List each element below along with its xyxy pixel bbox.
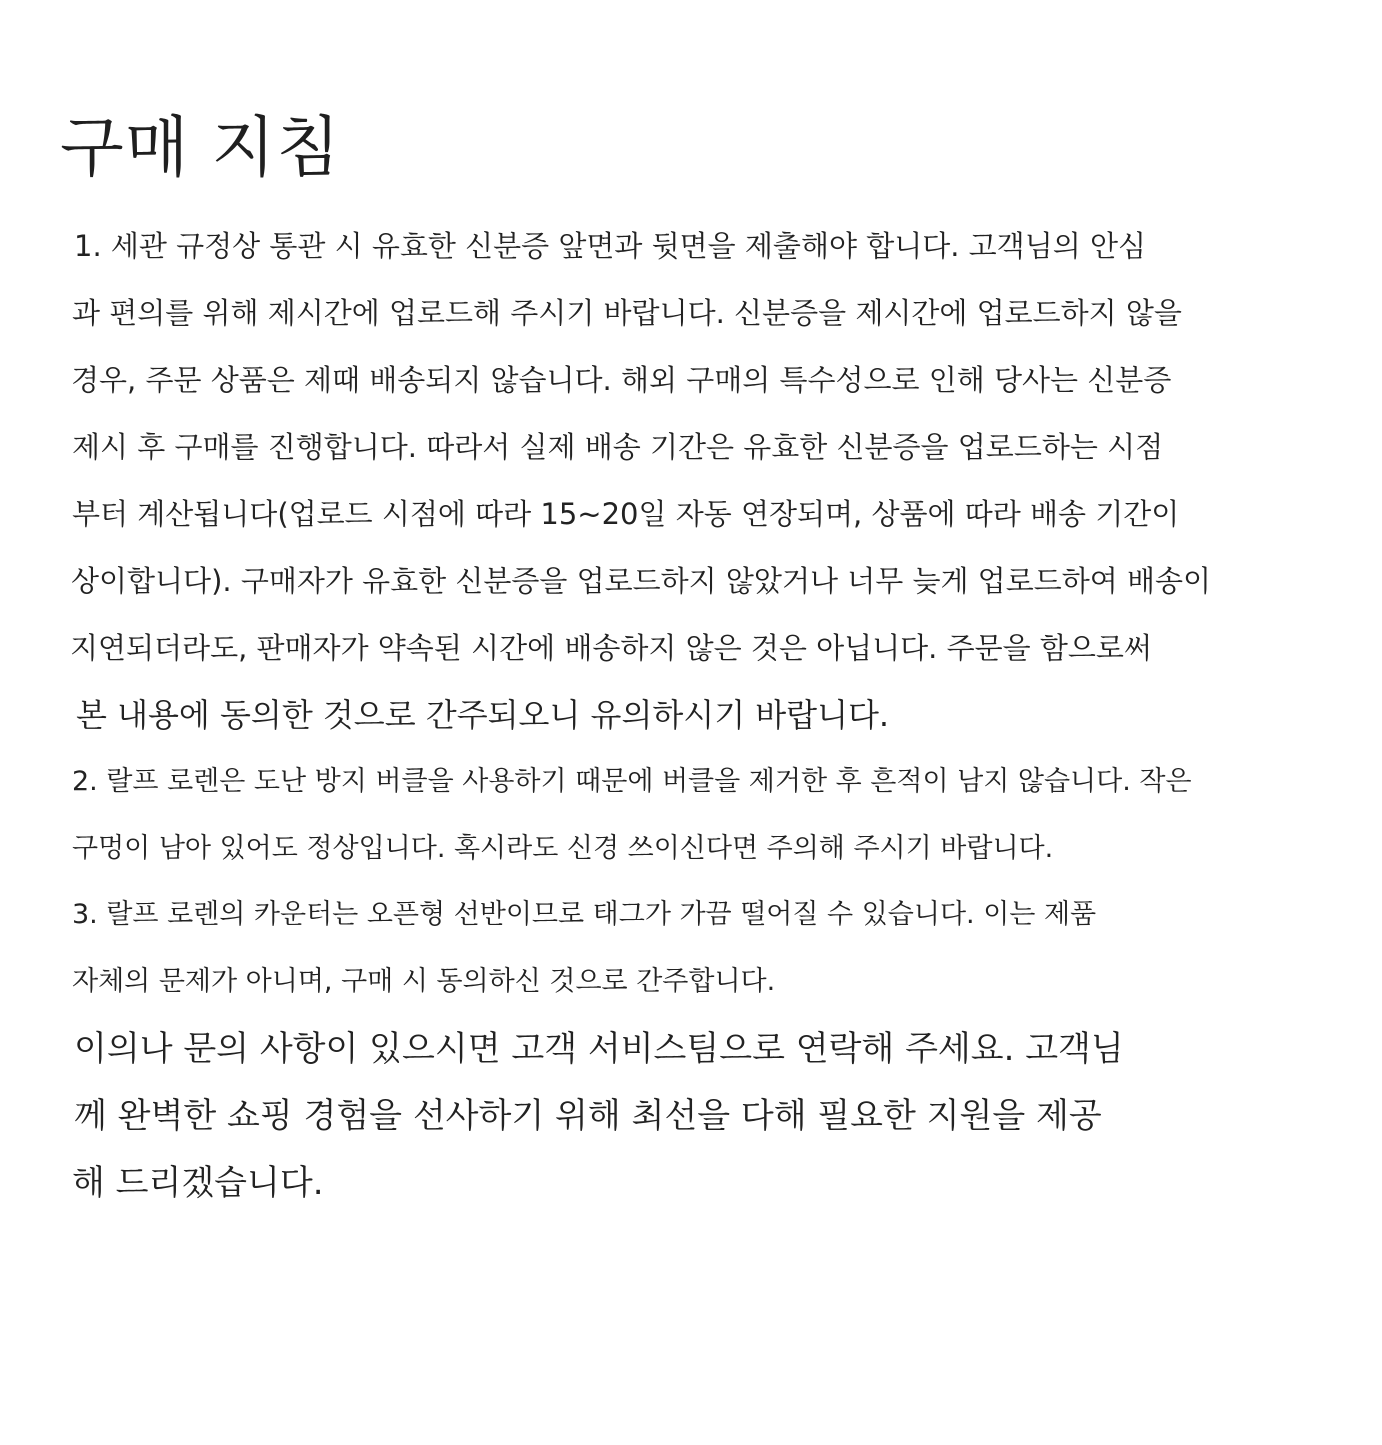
guideline-1-line-1: 1. 세관 규정상 통관 시 유효한 신분증 앞면과 뒷면을 제출해야 합니다. 고객님의 안심 bbox=[74, 229, 1146, 263]
closing-line-2: 께 완벽한 쇼핑 경험을 선사하기 위해 최선을 다해 필요한 지원을 제공 bbox=[74, 1096, 1102, 1136]
guideline-1-line-6: 상이합니다). 구매자가 유효한 신분증을 업로드하지 않았거나 너무 늦게 업로드하여 배송이 bbox=[71, 564, 1212, 598]
page-title: 구매 지침 bbox=[60, 109, 342, 186]
guideline-3-line-1: 3. 랄프 로렌의 카운터는 오픈형 선반이므로 태그가 가끔 떨어질 수 있습니다. 이는 제품 bbox=[72, 899, 1097, 930]
guideline-1-line-5: 부터 계산됩니다(업로드 시점에 따라 15~20일 자동 연장되며, 상품에 따라 배송 기간이 bbox=[72, 497, 1180, 531]
guideline-1-line-2: 과 편의를 위해 제시간에 업로드해 주시기 바랍니다. 신분증을 제시간에 업로드하지 않을 bbox=[72, 296, 1182, 330]
closing-line-3: 해 드리겠습니다. bbox=[72, 1163, 324, 1203]
guideline-1-line-8: 본 내용에 동의한 것으로 간주되오니 유의하시기 바랍니다. bbox=[76, 696, 890, 734]
guideline-1-line-3: 경우, 주문 상품은 제때 배송되지 않습니다. 해외 구매의 특수성으로 인해 당사는 신분증 bbox=[71, 363, 1172, 397]
guideline-3-line-2: 자체의 문제가 아니며, 구매 시 동의하신 것으로 간주합니다. bbox=[72, 966, 776, 997]
guideline-2-line-1: 2. 랄프 로렌은 도난 방지 버클을 사용하기 때문에 버클을 제거한 후 흔적이 남지 않습니다. 작은 bbox=[72, 766, 1192, 797]
closing-line-1: 이의나 문의 사항이 있으시면 고객 서비스팀으로 연락해 주세요. 고객님 bbox=[74, 1029, 1124, 1069]
guideline-1-line-7: 지연되더라도, 판매자가 약속된 시간에 배송하지 않은 것은 아닙니다. 주문을 함으로써 bbox=[70, 631, 1152, 665]
guideline-1-line-4: 제시 후 구매를 진행합니다. 따라서 실제 배송 기간은 유효한 신분증을 업로드하는 시점 bbox=[72, 430, 1164, 464]
guideline-2-line-2: 구멍이 남아 있어도 정상입니다. 혹시라도 신경 쓰이신다면 주의해 주시기 바랍니다. bbox=[72, 833, 1054, 864]
